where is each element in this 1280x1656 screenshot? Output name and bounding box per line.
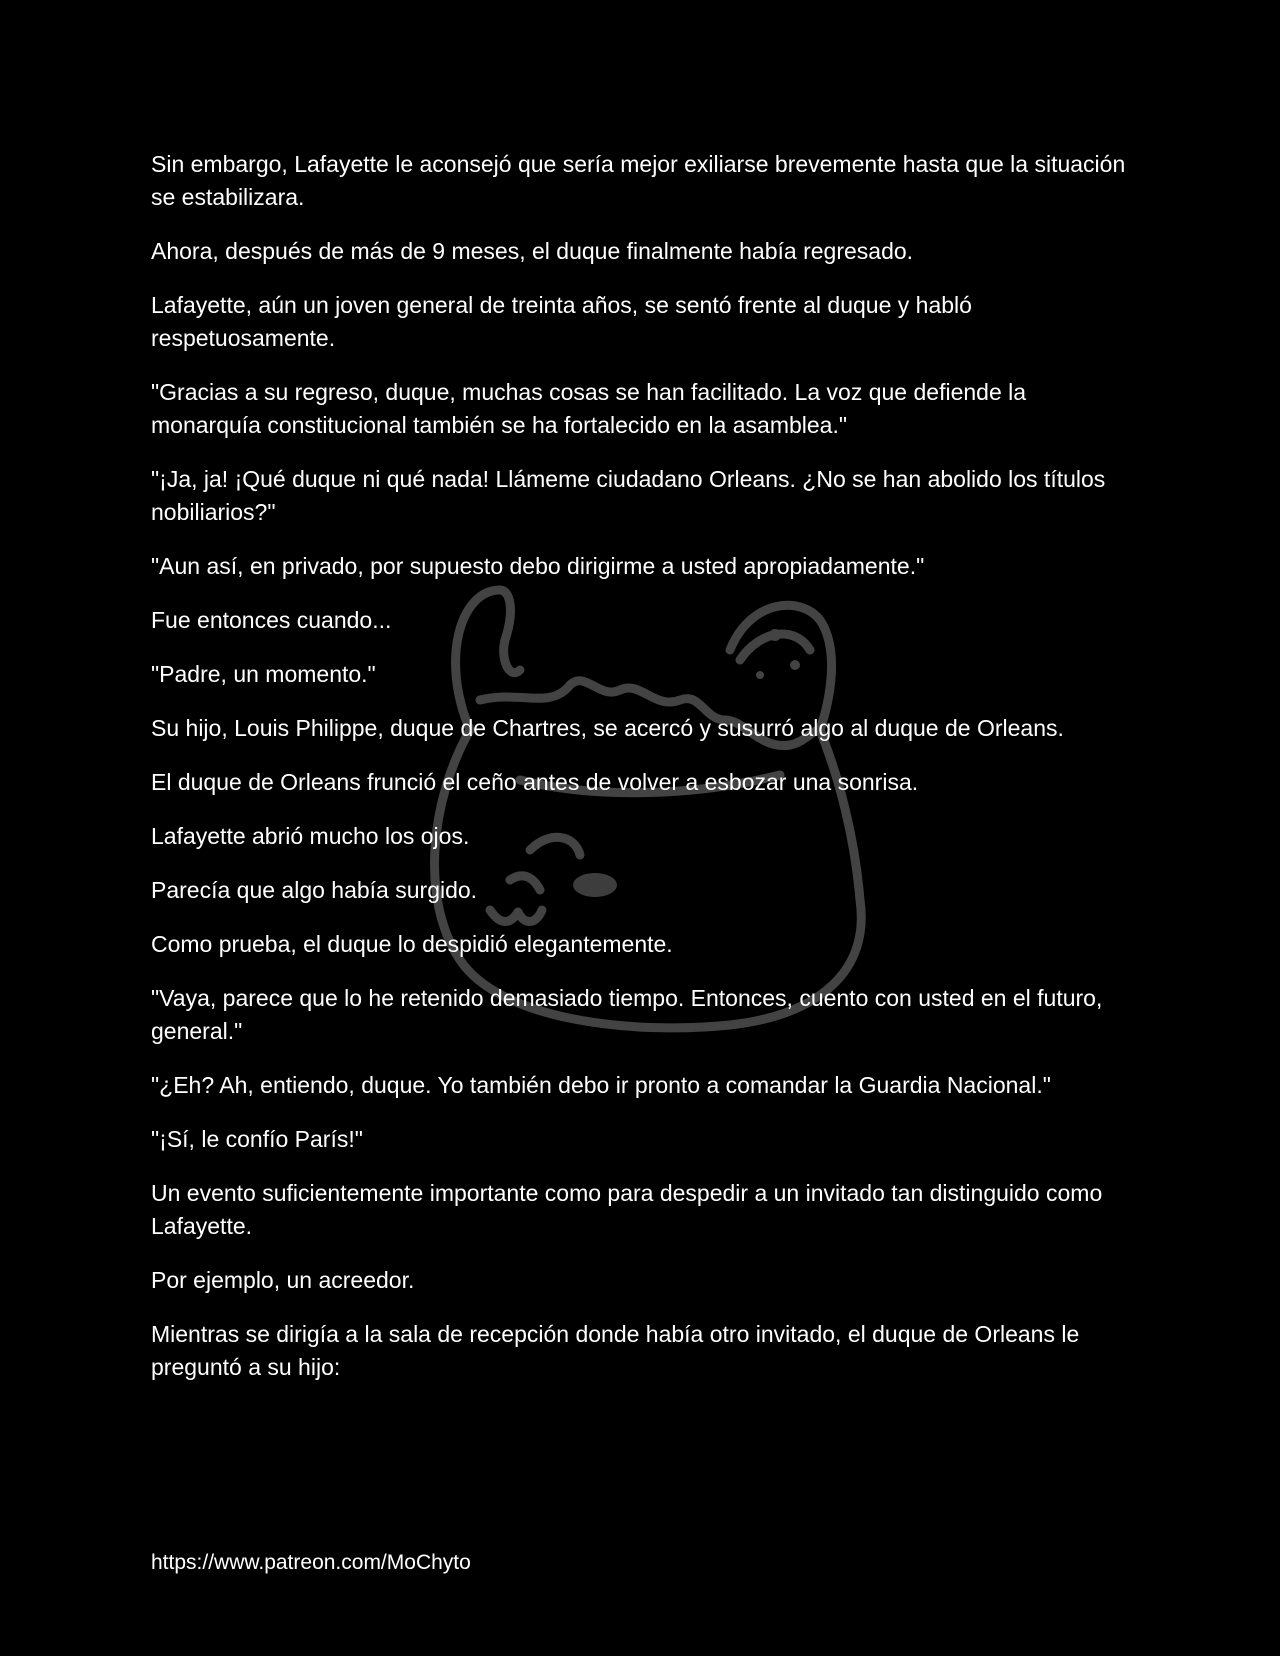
chapter-text [151, 148, 1141, 1405]
paragraph: Lafayette abrió mucho los ojos. [151, 823, 470, 849]
paragraph: Como prueba, el duque lo despidió elegantemente. [151, 931, 673, 957]
paragraph: "¡Sí, le confío París!" [151, 1126, 363, 1152]
paragraph: Su hijo, Louis Philippe, duque de Chartres, se acercó y susurró algo al duque de Orleans. [151, 715, 1064, 741]
patreon-link[interactable]: https://www.patreon.com/MoChyto [151, 1551, 471, 1574]
paragraph: Ahora, después de más de 9 meses, el duque finalmente había regresado. [151, 238, 914, 264]
paragraph: "¿Eh? Ah, entiendo, duque. Yo también debo ir pronto a comandar la Guardia Nacional." [151, 1072, 1051, 1098]
paragraph: "Aun así, en privado, por supuesto debo dirigirme a usted apropiadamente." [151, 553, 925, 579]
paragraph: "Padre, un momento." [151, 661, 376, 687]
paragraph: Parecía que algo había surgido. [151, 877, 478, 903]
paragraph: Un evento suficientemente importante como para despedir a un invitado tan distinguido como Lafayette. [151, 1180, 1103, 1239]
paragraph: Fue entonces cuando... [151, 607, 392, 633]
paragraph: Sin embargo, Lafayette le aconsejó que sería mejor exiliarse brevemente hasta que la situación se estabilizara. [151, 151, 1126, 210]
paragraph: "Vaya, parece que lo he retenido demasiado tiempo. Entonces, cuento con usted en el futuro, general." [151, 985, 1103, 1044]
paragraph: Mientras se dirigía a la sala de recepción donde había otro invitado, el duque de Orleans le preguntó a su hijo: [151, 1321, 1080, 1380]
paragraph: El duque de Orleans frunció el ceño antes de volver a esbozar una sonrisa. [151, 769, 919, 795]
paragraph: "¡Ja, ja! ¡Qué duque ni qué nada! Llámeme ciudadano Orleans. ¿No se han abolido los títulos nobiliarios?" [151, 466, 1106, 525]
paragraph: Lafayette, aún un joven general de treinta años, se sentó frente al duque y habló respetuosamente. [151, 292, 972, 351]
paragraph: Por ejemplo, un acreedor. [151, 1267, 415, 1293]
paragraph: "Gracias a su regreso, duque, muchas cosas se han facilitado. La voz que defiende la monarquía constitucional también se ha fortalecido en la asamblea." [151, 379, 1027, 438]
